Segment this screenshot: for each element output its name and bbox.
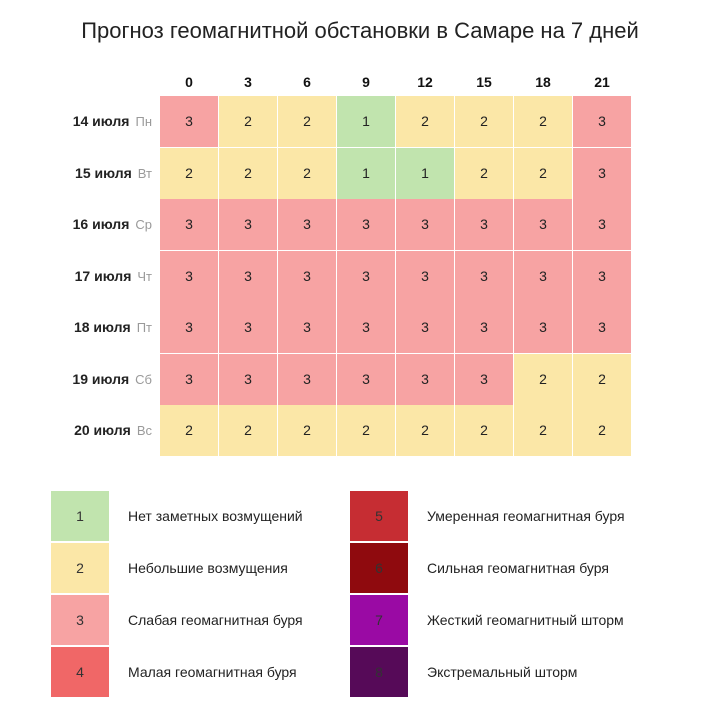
heatmap-cell: 3: [337, 354, 395, 405]
row-date: 14 июля: [72, 113, 130, 129]
hour-label-9: 9: [362, 74, 370, 90]
heatmap-cell: 3: [160, 251, 218, 302]
heatmap-cell: 2: [573, 405, 631, 456]
legend-swatch-2: 2: [51, 543, 109, 593]
row-weekday: Чт: [137, 268, 152, 284]
heatmap-cell: 3: [455, 251, 513, 302]
legend-label-3: Слабая геомагнитная буря: [128, 612, 303, 628]
row-date: 17 июля: [74, 267, 132, 284]
heatmap-cell: 2: [455, 405, 513, 456]
row-weekday: Пт: [136, 320, 152, 335]
heatmap-cell: 2: [396, 96, 454, 147]
row-date: 20 июля: [74, 422, 131, 438]
heatmap-cell: 3: [337, 199, 395, 250]
legend-label-6: Сильная геомагнитная буря: [427, 560, 609, 576]
heatmap-cell: 3: [455, 302, 513, 353]
hour-label-12: 12: [417, 74, 433, 90]
legend-label-5: Умеренная геомагнитная буря: [427, 508, 625, 524]
heatmap-cell: 2: [278, 405, 336, 456]
heatmap-cell: 3: [573, 302, 631, 353]
hour-label-3: 3: [244, 74, 252, 90]
legend-swatch-4: 4: [51, 647, 109, 697]
row-weekday: Пн: [135, 114, 152, 129]
heatmap-cell: 2: [455, 148, 513, 199]
hour-label-15: 15: [476, 74, 492, 90]
heatmap-cell: 3: [278, 354, 336, 405]
heatmap-cell: 2: [396, 405, 454, 456]
heatmap-cell: 3: [160, 302, 218, 353]
heatmap-cell: 3: [219, 354, 277, 405]
row-date: 16 июля: [72, 216, 130, 232]
heatmap-cell: 2: [160, 148, 218, 199]
legend-swatch-3: 3: [51, 595, 109, 645]
page-title: Прогноз геомагнитной обстановки в Самаре на 7 дней: [81, 18, 639, 43]
heatmap-cell: 2: [219, 405, 277, 456]
heatmap-cell: 2: [219, 96, 277, 147]
heatmap-cell: 3: [455, 354, 513, 405]
legend-label-2: Небольшие возмущения: [128, 560, 288, 576]
heatmap-cell: 3: [573, 199, 631, 250]
heatmap-cell: 2: [573, 354, 631, 405]
heatmap-cell: 3: [396, 199, 454, 250]
heatmap-cell: 1: [337, 148, 395, 199]
heatmap-cell: 3: [573, 148, 631, 199]
heatmap-cell: 3: [160, 354, 218, 405]
heatmap-cell: 3: [219, 302, 277, 353]
heatmap-cell: 3: [278, 302, 336, 353]
row-label: [0, 96, 152, 146]
row-label: [0, 251, 152, 301]
row-date: 19 июля: [72, 370, 130, 387]
heatmap-cell: 3: [160, 96, 218, 147]
heatmap-cell: 1: [337, 96, 395, 147]
heatmap-cell: 3: [160, 199, 218, 250]
row-weekday: Вс: [136, 423, 152, 438]
row-weekday: Сб: [135, 371, 152, 387]
hour-label-18: 18: [535, 74, 551, 90]
heatmap-cell: 3: [514, 251, 572, 302]
legend-label-7: Жесткий геомагнитный шторм: [427, 612, 624, 628]
hour-label-0: 0: [185, 74, 193, 90]
heatmap-cell: 3: [337, 251, 395, 302]
heatmap-cell: 3: [219, 199, 277, 250]
legend-swatch-6: 6: [350, 543, 408, 593]
row-date: 18 июля: [73, 319, 131, 335]
heatmap-cell: 3: [278, 251, 336, 302]
heatmap-cell: 3: [396, 251, 454, 302]
hour-label-6: 6: [303, 74, 311, 90]
legend-label-8: Экстремальный шторм: [427, 664, 578, 680]
heatmap-cell: 1: [396, 148, 454, 199]
heatmap-cell: 3: [337, 302, 395, 353]
heatmap-cell: 2: [514, 96, 572, 147]
heatmap-cell: 2: [278, 96, 336, 147]
row-date: 15 июля: [75, 164, 132, 181]
heatmap-cell: 2: [514, 405, 572, 456]
heatmap-cell: 3: [219, 251, 277, 302]
heatmap-cell: 2: [219, 148, 277, 199]
heatmap-cell: 2: [514, 148, 572, 199]
heatmap-cell: 2: [278, 148, 336, 199]
heatmap-cell: 2: [337, 405, 395, 456]
row-label: [0, 354, 152, 404]
row-label: [0, 199, 152, 249]
legend-swatch-7: 7: [350, 595, 408, 645]
heatmap-cell: 2: [160, 405, 218, 456]
row-weekday: Вт: [137, 165, 152, 181]
legend-swatch-5: 5: [350, 491, 408, 541]
heatmap-cell: 3: [573, 251, 631, 302]
legend-swatch-1: 1: [51, 491, 109, 541]
row-label: [0, 405, 152, 455]
heatmap-cell: 3: [455, 199, 513, 250]
legend-label-4: Малая геомагнитная буря: [128, 664, 297, 680]
heatmap-cell: 3: [514, 199, 572, 250]
legend-label-1: Нет заметных возмущений: [128, 508, 303, 524]
heatmap-cell: 3: [573, 96, 631, 147]
heatmap-cell: 3: [396, 354, 454, 405]
legend-swatch-8: 8: [350, 647, 408, 697]
row-label: [0, 148, 152, 198]
row-label: [0, 302, 152, 352]
heatmap-cell: 3: [278, 199, 336, 250]
row-weekday: Ср: [135, 217, 152, 232]
hour-label-21: 21: [594, 74, 610, 90]
heatmap-cell: 3: [396, 302, 454, 353]
heatmap-cell: 3: [514, 302, 572, 353]
heatmap-cell: 2: [455, 96, 513, 147]
heatmap-cell: 2: [514, 354, 572, 405]
